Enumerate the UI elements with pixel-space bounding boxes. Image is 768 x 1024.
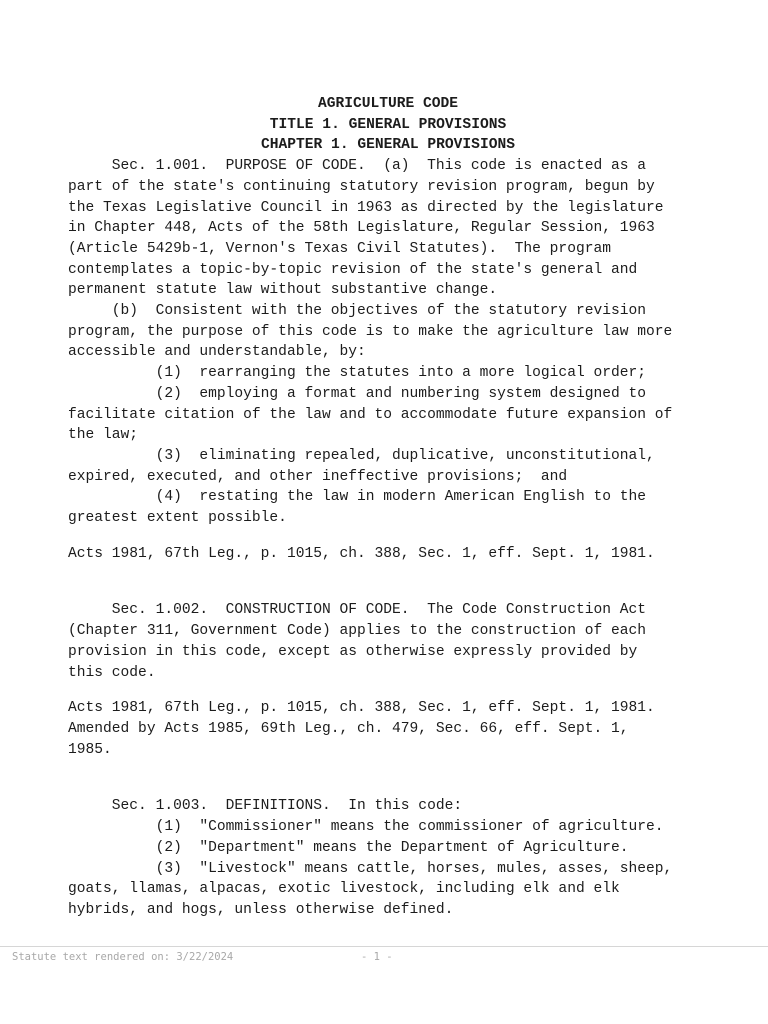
section-line: Sec. 1.003. DEFINITIONS. In this code: bbox=[68, 798, 463, 815]
section-line: provision in this code, except as otherwise expressly provided by bbox=[68, 643, 638, 660]
history-note: Acts 1981, 67th Leg., p. 1015, ch. 388, Sec. 1, eff. Sept. 1, 1981. bbox=[68, 700, 655, 717]
section-line: (Chapter 311, Government Code) applies to the construction of each bbox=[68, 623, 647, 640]
section-line: (2) employing a format and numbering system designed to bbox=[68, 385, 647, 402]
section-line: the Texas Legislative Council in 1963 as directed by the legislature bbox=[68, 199, 664, 216]
section-line: accessible and understandable, by: bbox=[68, 344, 366, 361]
section-line: goats, llamas, alpacas, exotic livestock, including elk and elk bbox=[68, 881, 620, 898]
section-line: facilitate citation of the law and to accommodate future expansion of bbox=[68, 406, 673, 423]
section-line: Sec. 1.001. PURPOSE OF CODE. (a) This code is enacted as a bbox=[68, 158, 647, 175]
title-heading: TITLE 1. GENERAL PROVISIONS bbox=[269, 116, 507, 133]
section-line: (3) "Livestock" means cattle, horses, mules, asses, sheep, bbox=[68, 860, 673, 877]
section-line: expired, executed, and other ineffective provisions; and bbox=[68, 468, 568, 485]
section-line: Sec. 1.002. CONSTRUCTION OF CODE. The Code Construction Act bbox=[68, 602, 647, 619]
history-note: Amended by Acts 1985, 69th Leg., ch. 479, Sec. 66, eff. Sept. 1, bbox=[68, 720, 629, 737]
section-line: this code. bbox=[68, 664, 156, 681]
section-line: program, the purpose of this code is to make the agriculture law more bbox=[68, 323, 673, 340]
section-line: (1) "Commissioner" means the commissioner of agriculture. bbox=[68, 819, 664, 836]
history-note: 1985. bbox=[68, 741, 112, 758]
section-line: contemplates a topic-by-topic revision of the state's general and bbox=[68, 261, 638, 278]
chapter-heading: CHAPTER 1. GENERAL PROVISIONS bbox=[261, 137, 515, 154]
history-note: Acts 1981, 67th Leg., p. 1015, ch. 388, Sec. 1, eff. Sept. 1, 1981. bbox=[68, 545, 655, 562]
footer-render-date: Statute text rendered on: 3/22/2024 bbox=[12, 951, 234, 963]
code-heading: AGRICULTURE CODE bbox=[317, 96, 459, 112]
footer-page-number: - 1 - bbox=[361, 951, 393, 963]
section-line: (4) restating the law in modern American English to the bbox=[68, 489, 647, 506]
section-1-001 bbox=[68, 156, 708, 564]
section-line: the law; bbox=[68, 427, 139, 444]
section-line: greatest extent possible. bbox=[68, 510, 287, 527]
section-line: part of the state's continuing statutory revision program, begun by bbox=[68, 178, 655, 195]
footer-divider bbox=[0, 946, 768, 947]
section-line: (3) eliminating repealed, duplicative, unconstitutional, bbox=[68, 447, 655, 464]
document-page bbox=[68, 94, 708, 921]
section-line: (b) Consistent with the objectives of the statutory revision bbox=[68, 303, 647, 320]
section-line: permanent statute law without substantive change. bbox=[68, 282, 498, 299]
section-1-003 bbox=[68, 796, 708, 920]
section-line: hybrids, and hogs, unless otherwise defined. bbox=[68, 901, 454, 918]
section-1-002 bbox=[68, 600, 708, 760]
section-line: in Chapter 448, Acts of the 58th Legislature, Regular Session, 1963 bbox=[68, 220, 655, 237]
section-line: (Article 5429b-1, Vernon's Texas Civil Statutes). The program bbox=[68, 240, 611, 257]
section-line: (1) rearranging the statutes into a more logical order; bbox=[68, 365, 647, 382]
section-line: (2) "Department" means the Department of Agriculture. bbox=[68, 839, 629, 856]
